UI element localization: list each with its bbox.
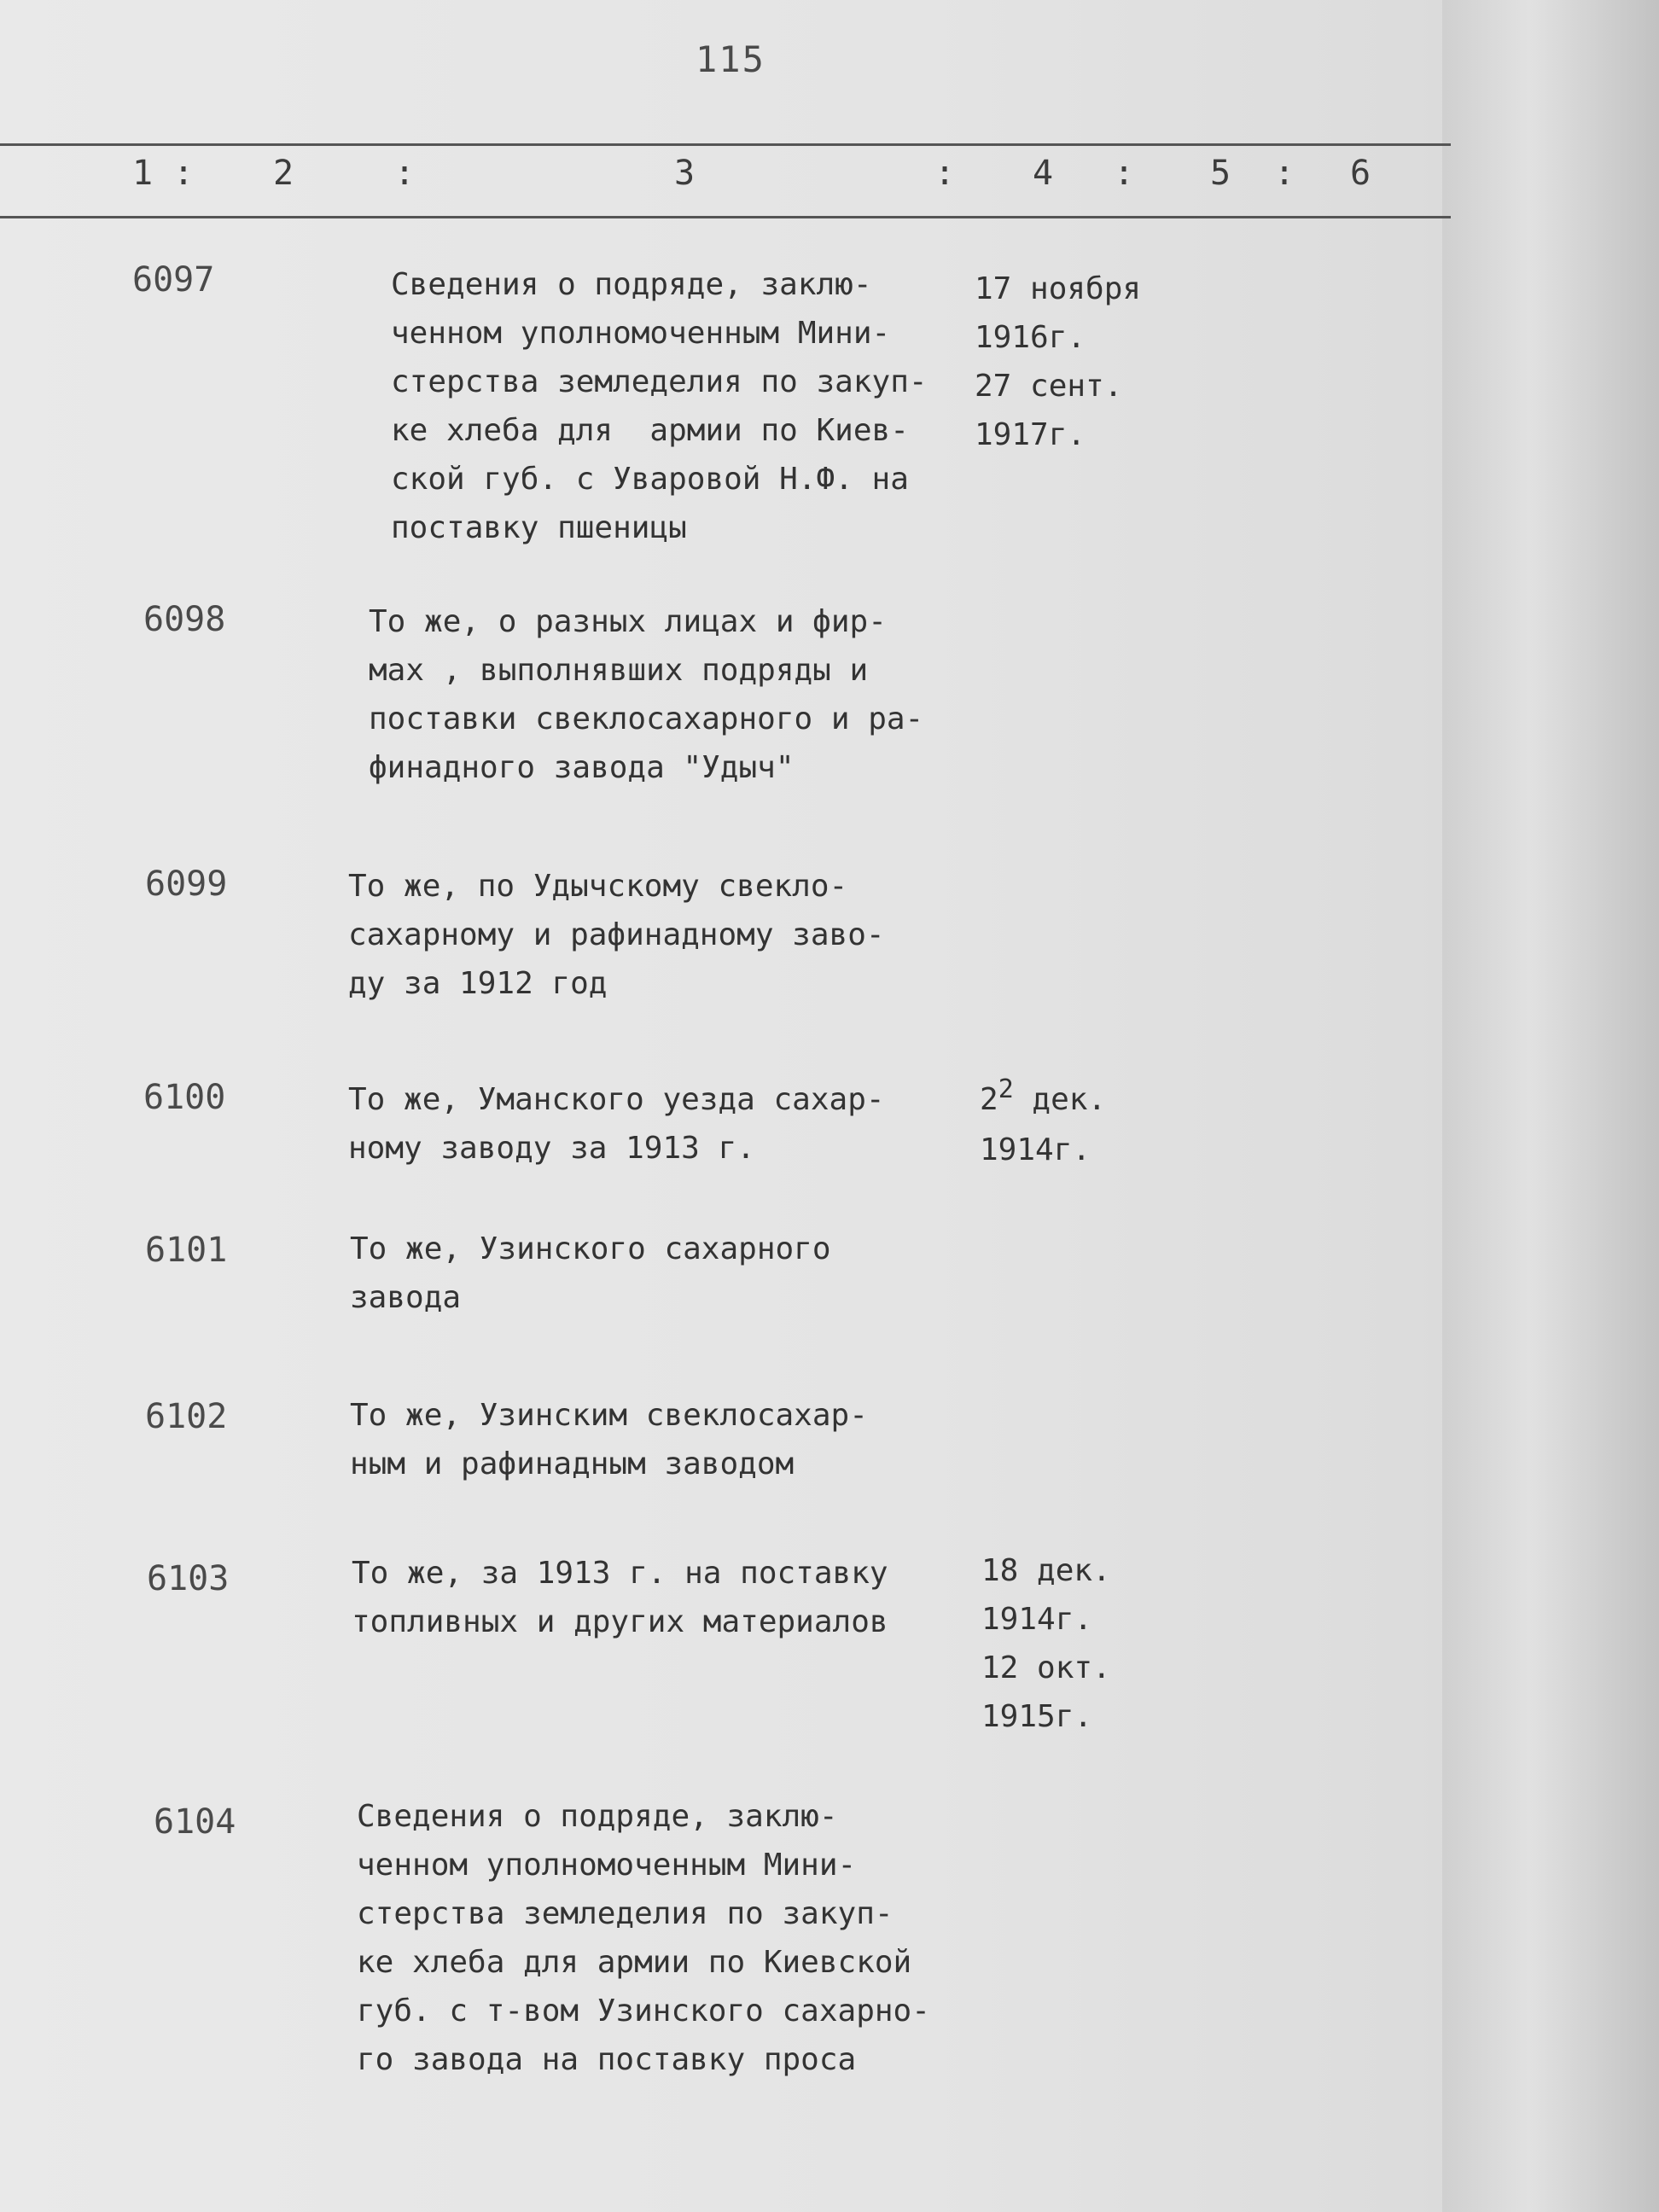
description-line: завода xyxy=(350,1280,462,1315)
description-line: ду за 1912 год xyxy=(348,966,608,1001)
description-line: Сведения о подряде, заклю- xyxy=(357,1799,838,1834)
description-line: топливных и других материалов xyxy=(352,1604,888,1639)
description-line: поставку пшеницы xyxy=(391,510,687,545)
entry-number: 6099 xyxy=(145,864,228,904)
description-line: мах , выполнявших подряды и xyxy=(369,653,869,688)
description-line: финадного завода "Удыч" xyxy=(369,750,795,785)
description-line: ченном уполномоченным Мини- xyxy=(357,1848,857,1883)
date-month: дек. xyxy=(1013,1082,1107,1117)
date-line: 12 окт. xyxy=(981,1650,1111,1685)
entry-number: 6104 xyxy=(154,1802,236,1842)
description-line: ному заводу за 1913 г. xyxy=(348,1131,755,1166)
description-line: ченном уполномоченным Мини- xyxy=(391,316,891,351)
column-separator: : xyxy=(1114,154,1135,193)
description-line: ке хлеба для армии по Киев- xyxy=(391,413,909,448)
description-line: ке хлеба для армии по Киевской xyxy=(357,1945,912,1980)
description-line: Сведения о подряде, заклю- xyxy=(391,267,872,302)
column-number-1: 1 xyxy=(132,154,154,193)
column-separator: : xyxy=(934,154,956,193)
entry-description xyxy=(348,862,885,1008)
entry-dates xyxy=(975,265,1141,459)
page-fold-shadow xyxy=(1442,0,1659,2212)
column-number-2: 2 xyxy=(273,154,294,193)
description-line: То же, Узинского сахарного xyxy=(350,1231,831,1266)
description-line: То же, по Удычскому свекло- xyxy=(348,869,848,904)
date-line: 27 сент. xyxy=(975,369,1123,404)
description-line: губ. с т-вом Узинского сахарно- xyxy=(357,1994,930,2029)
description-line: ской губ. с Уваровой Н.Ф. на xyxy=(391,462,909,497)
entry-description xyxy=(357,1792,930,2084)
description-line: го завода на поставку проса xyxy=(357,2042,857,2077)
page-number: 115 xyxy=(696,38,765,80)
column-separator: : xyxy=(1274,154,1295,193)
description-line: стерства земледелия по закуп- xyxy=(357,1896,894,1931)
entry-number: 6098 xyxy=(143,600,226,639)
description-line: ным и рафинадным заводом xyxy=(350,1447,795,1481)
column-number-3: 3 xyxy=(674,154,696,193)
column-separator: : xyxy=(394,154,416,193)
entry-number: 6101 xyxy=(145,1231,228,1270)
date-line: 1914г. xyxy=(980,1132,1091,1167)
date-day: 2 xyxy=(980,1082,998,1117)
entry-description xyxy=(352,1549,888,1646)
date-line: 18 дек. xyxy=(981,1553,1111,1588)
entry-number: 6103 xyxy=(147,1559,230,1598)
entry-dates xyxy=(980,1075,1106,1174)
column-number-6: 6 xyxy=(1350,154,1371,193)
date-line: 1917г. xyxy=(975,417,1086,452)
column-number-5: 5 xyxy=(1210,154,1231,193)
description-line: То же, Уманского уезда сахар- xyxy=(348,1082,885,1117)
entry-number: 6097 xyxy=(132,260,215,300)
entry-number: 6102 xyxy=(145,1397,228,1436)
description-line: То же, о разных лицах и фир- xyxy=(369,604,887,639)
description-line: стерства земледелия по закуп- xyxy=(391,364,928,399)
entry-number: 6100 xyxy=(143,1078,226,1117)
description-line: То же, Узинским свеклосахар- xyxy=(350,1398,868,1433)
description-line: поставки свеклосахарного и ра- xyxy=(369,701,924,736)
entry-description xyxy=(350,1225,831,1322)
date-line: 1915г. xyxy=(981,1699,1093,1734)
description-line: сахарному и рафинадному заво- xyxy=(348,917,885,952)
date-superscript-correction: 2 xyxy=(998,1074,1014,1104)
column-header-band xyxy=(0,143,1451,218)
date-line: 1914г. xyxy=(981,1602,1093,1637)
entry-dates xyxy=(981,1546,1111,1741)
entry-description xyxy=(369,597,923,792)
date-line: 17 ноября xyxy=(975,271,1142,306)
date-line: 1916г. xyxy=(975,320,1086,355)
column-number-4: 4 xyxy=(1033,154,1054,193)
entry-description xyxy=(391,260,928,552)
entry-description xyxy=(350,1391,868,1488)
description-line: То же, за 1913 г. на поставку xyxy=(352,1556,888,1591)
entry-description xyxy=(348,1075,885,1173)
column-separator: : xyxy=(173,154,195,193)
